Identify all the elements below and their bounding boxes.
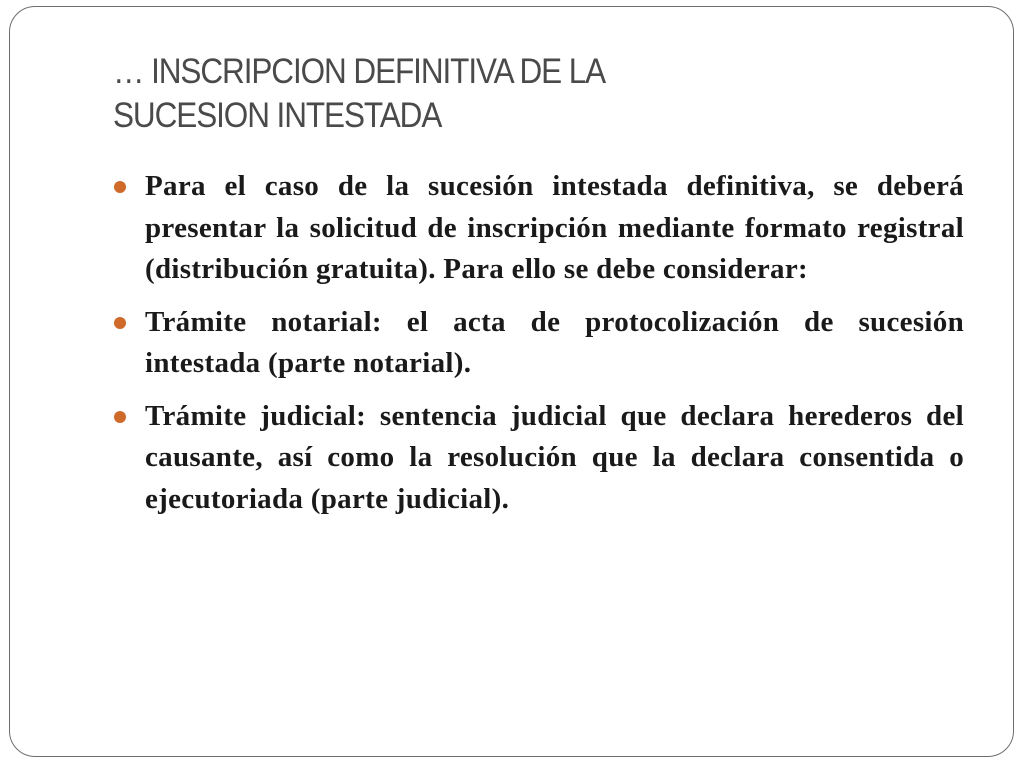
bullet-dot-icon: [114, 411, 126, 423]
bullet-item: [111, 396, 964, 521]
bullet-dot-icon: [114, 181, 126, 193]
bullet-list: [111, 166, 964, 531]
slide-title-line-1: … INSCRIPCION DEFINITIVA DE LA: [113, 52, 606, 91]
bullet-dot-icon: [114, 317, 126, 329]
bullet-item: [111, 166, 964, 291]
slide-title-line-2: SUCESION INTESTADA: [113, 96, 442, 135]
bullet-item: [111, 302, 964, 385]
slide-title: [113, 50, 833, 138]
bullet-text: Trámite notarial: el acta de protocolización de sucesión intestada (parte notarial).: [145, 305, 964, 379]
bullet-text: Trámite judicial: sentencia judicial que declara herederos del causante, así como la resolución que la declara consentida o ejecutoriada (parte judicial).: [145, 399, 964, 515]
bullet-text: Para el caso de la sucesión intestada definitiva, se deberá presentar la solicitud de inscripción mediante formato registral (distribución gratuita). Para ello se debe considerar:: [145, 170, 964, 285]
